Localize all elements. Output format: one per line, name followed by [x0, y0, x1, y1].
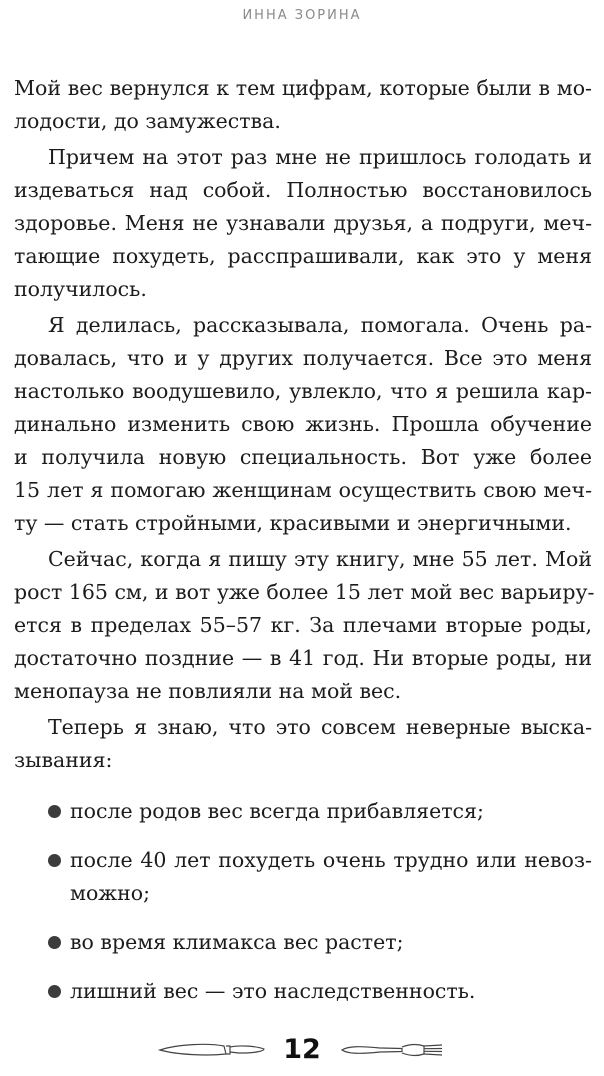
- text-line: лишний вес — это наследственность.: [70, 979, 476, 1003]
- text-line: и получила новую специальность. Вот уже более: [14, 445, 592, 469]
- paragraph: [14, 141, 592, 306]
- list-item: [14, 926, 592, 959]
- page-body: [14, 72, 595, 1024]
- text-line: после родов вес всегда прибавляется;: [70, 799, 484, 823]
- text-line: менопауза не повлияли на мой вес.: [14, 679, 402, 703]
- text-line: довалась, что и у других получается. Все это меня: [14, 346, 592, 370]
- text-line: рост 165 см, и вот уже более 15 лет мой вес варьиру-: [14, 580, 595, 604]
- paragraph: [14, 543, 595, 708]
- text-line: Мой вес вернулся к тем цифрам, которые были в мо-: [14, 76, 592, 100]
- text-line: динально изменить свою жизнь. Прошла обучение: [14, 412, 592, 436]
- text-line: можно;: [70, 881, 151, 905]
- text-line: Теперь я знаю, что это совсем неверные выска-: [48, 715, 592, 739]
- text-line: Причем на этот раз мне не пришлось голодать и: [48, 145, 592, 169]
- text-line: ту — стать стройными, красивыми и энергичными.: [14, 511, 572, 535]
- bullet-icon: [48, 805, 61, 818]
- text-line: 15 лет я помогаю женщинам осуществить свою меч-: [14, 478, 592, 502]
- paragraph: [14, 711, 592, 777]
- paragraph: [14, 72, 592, 138]
- text-line: Я делилась, рассказывала, помогала. Очень ра-: [48, 313, 592, 337]
- running-header-author: ИННА ЗОРИНА: [242, 8, 362, 23]
- page-footer: [0, 1030, 604, 1070]
- bullet-icon: [48, 936, 61, 949]
- text-line: после 40 лет похудеть очень трудно или невоз-: [70, 848, 592, 872]
- list-item: [14, 844, 592, 910]
- text-line: получилось.: [14, 277, 147, 301]
- text-line: Сейчас, когда я пишу эту книгу, мне 55 лет. Мой: [48, 547, 592, 571]
- paragraph: [14, 309, 592, 540]
- text-line: во время климакса вес растет;: [70, 930, 404, 954]
- bullet-icon: [48, 985, 61, 998]
- text-line: здоровье. Меня не узнавали друзья, а подруги, меч-: [14, 211, 592, 235]
- text-line: настолько воодушевило, увлекло, что я решила кар-: [14, 379, 592, 403]
- knife-icon: [158, 1040, 266, 1060]
- text-line: достаточно поздние — в 41 год. Ни вторые роды, ни: [14, 646, 592, 670]
- list-item: [14, 795, 592, 828]
- text-line: лодости, до замужества.: [14, 109, 281, 133]
- text-line: ется в пределах 55–57 кг. За плечами вторые роды,: [14, 613, 592, 637]
- text-line: издеваться над собой. Полностью восстановилось: [14, 178, 592, 202]
- page-number: 12: [283, 1034, 321, 1065]
- fork-icon: [340, 1040, 444, 1060]
- text-line: тающие похудеть, расспрашивали, как это у меня: [14, 244, 592, 268]
- list-item: [14, 975, 592, 1008]
- bullet-list: [14, 795, 592, 1008]
- text-line: зывания:: [14, 748, 113, 772]
- bullet-icon: [48, 854, 61, 867]
